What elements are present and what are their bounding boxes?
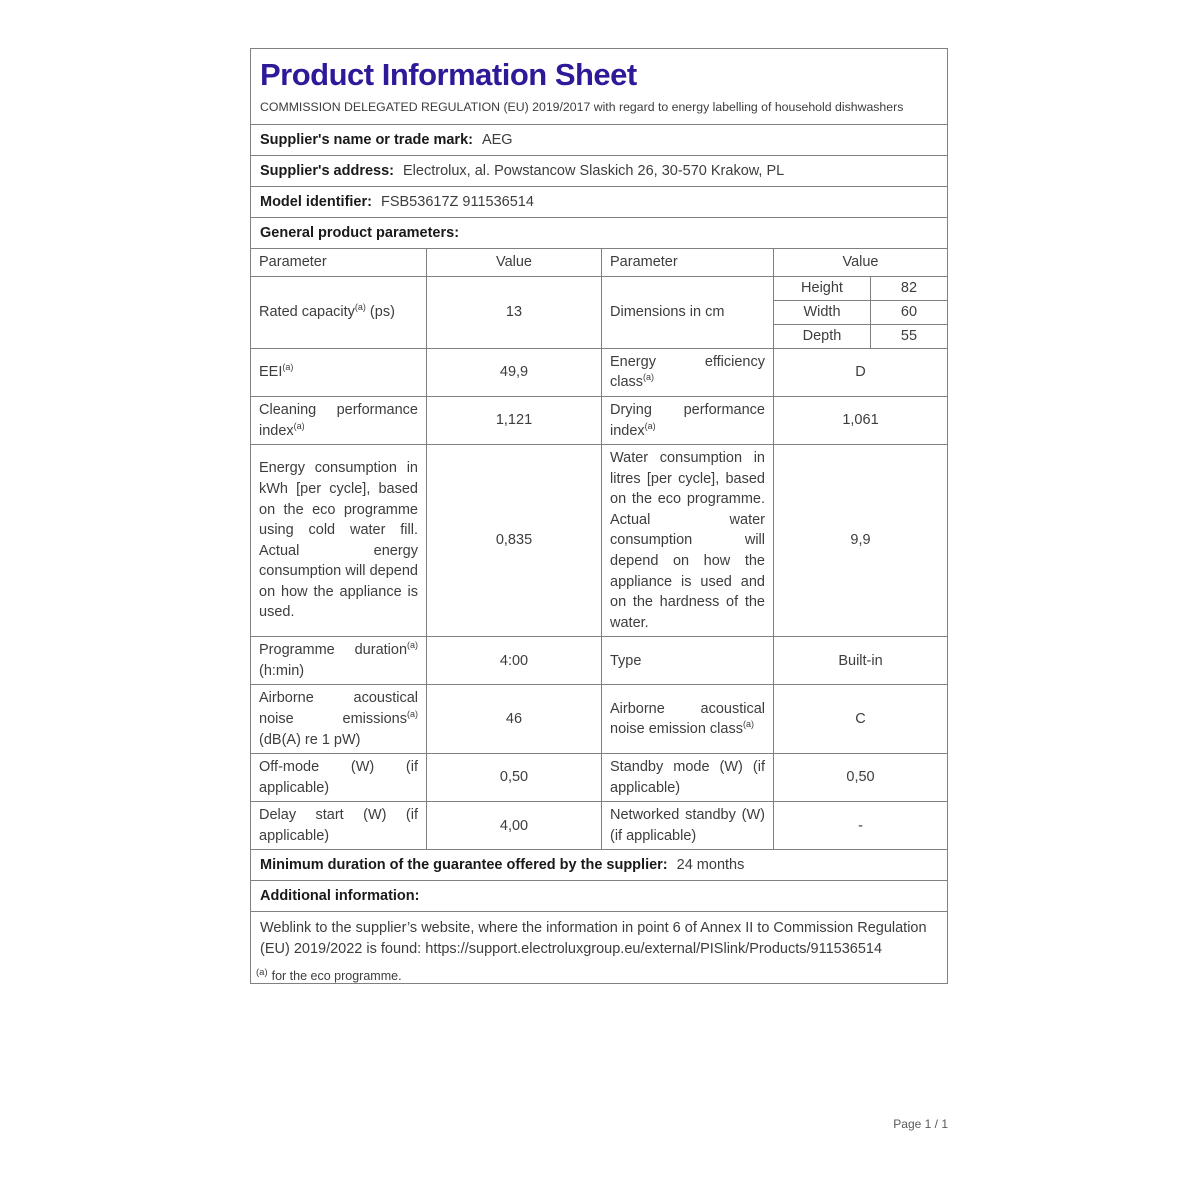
weblink-url[interactable]: https://support.electroluxgroup.eu/external/PISlink/Products/911536514 <box>425 941 883 958</box>
label-base: Airborne acoustical noise emissions <box>259 690 418 728</box>
dimension-label-depth: Depth <box>802 327 842 344</box>
label-text: Energy consumption in kWh [per cycle], based on the eco programme using cold water fill. Actual energy consumption will depend on how the appliance is used. <box>259 460 418 621</box>
value-energy-class: D <box>773 349 947 396</box>
label-suffix: (dB(A) re 1 pW) <box>259 731 361 748</box>
guarantee-label: Minimum duration of the guarantee offered by the supplier: <box>260 857 668 874</box>
value-noise-class: C <box>773 685 947 753</box>
supplier-address-row <box>251 155 947 186</box>
label-base: Rated capacity <box>259 303 355 320</box>
page-indicator: Page 1 / 1 <box>893 1117 948 1131</box>
label-text <box>610 302 765 323</box>
table-row-eei <box>251 348 947 396</box>
label-base: Cleaning performance index <box>259 401 418 439</box>
footnote <box>256 966 402 983</box>
value-eei: 49,9 <box>426 349 601 396</box>
column-header-value-left: Value <box>426 249 601 276</box>
label-text: Standby mode (W) (if applicable) <box>610 759 765 796</box>
supplier-address-value: Electrolux, al. Powstancow Slaskich 26, 30-570 Krakow, PL <box>403 162 785 179</box>
label-base: Programme duration <box>259 642 408 659</box>
dimension-row-height <box>774 277 947 300</box>
param-label-standby-mode <box>601 754 773 801</box>
value-noise-emissions: 46 <box>426 685 601 753</box>
value-off-mode: 0,50 <box>426 754 601 801</box>
dimension-row-width <box>774 300 947 324</box>
table-row-cleaning-index <box>251 396 947 444</box>
column-header-value-right: Value <box>773 249 947 276</box>
value-type: Built-in <box>773 637 947 684</box>
value-energy-consumption: 0,835 <box>426 445 601 636</box>
column-header-parameter-left: Parameter <box>259 254 327 271</box>
footnote-ref: (a) <box>293 420 305 431</box>
footnote-ref: (a) <box>742 719 754 730</box>
product-information-sheet <box>250 48 948 984</box>
value-programme-duration: 4:00 <box>426 637 601 684</box>
param-label-off-mode <box>251 754 426 801</box>
label-text <box>259 688 418 750</box>
footnote-text: for the eco programme. <box>271 969 402 983</box>
value-drying-index: 1,061 <box>773 397 947 444</box>
param-label-noise-class <box>601 685 773 753</box>
label-text <box>259 302 418 323</box>
guarantee-value: 24 months <box>676 857 745 874</box>
column-header-parameter-right: Parameter <box>601 249 773 276</box>
supplier-address-label: Supplier's address: <box>260 162 394 179</box>
param-label-delay-start <box>251 802 426 849</box>
model-identifier-value: FSB53617Z 911536514 <box>380 193 534 210</box>
footnote-ref: (a) <box>407 640 418 651</box>
table-row-noise-emissions <box>251 684 947 753</box>
param-label-noise-emissions <box>251 685 426 753</box>
param-label-rated-capacity <box>251 277 426 348</box>
table-header-row <box>251 248 947 276</box>
label-text: Type <box>610 652 642 669</box>
supplier-name-value: AEG <box>481 131 513 148</box>
param-label-drying-index <box>601 397 773 444</box>
supplier-name-label: Supplier's name or trade mark: <box>260 131 473 148</box>
table-row-rated-capacity <box>251 276 947 348</box>
param-label-eei <box>251 349 426 396</box>
label-base: EEI <box>259 364 283 381</box>
footnote-ref: (a) <box>643 372 655 383</box>
footnote-marker: (a) <box>256 966 268 978</box>
title-block <box>251 49 947 124</box>
label-text: Delay start (W) (if applicable) <box>259 807 418 844</box>
supplier-name-row <box>251 124 947 155</box>
label-text <box>259 400 418 441</box>
value-water-consumption: 9,9 <box>773 445 947 636</box>
dimension-value-height: 82 <box>870 277 947 300</box>
label-base: Airborne acoustical noise emission class <box>610 700 765 738</box>
param-label-networked-standby <box>601 802 773 849</box>
param-label-dimensions <box>601 277 773 348</box>
dimension-row-depth <box>774 324 947 348</box>
table-row-off-mode <box>251 753 947 801</box>
table-row-energy-consumption <box>251 444 947 636</box>
label-base: Drying performance index <box>610 401 765 439</box>
label-text: Off-mode (W) (if applicable) <box>259 759 418 796</box>
param-label-programme-duration <box>251 637 426 684</box>
value-networked-standby: - <box>773 802 947 849</box>
additional-information-row <box>251 880 947 911</box>
table-row-delay-start <box>251 801 947 849</box>
model-identifier-row <box>251 186 947 217</box>
model-identifier-label: Model identifier: <box>260 193 372 210</box>
label-base: Energy efficiency class <box>610 353 765 391</box>
value-cleaning-index: 1,121 <box>426 397 601 444</box>
param-label-cleaning-index <box>251 397 426 444</box>
footnote-ref: (a) <box>354 302 366 313</box>
section-header: General product parameters: <box>260 224 460 241</box>
page-title: Product Information Sheet <box>260 57 637 92</box>
section-header-row <box>251 217 947 248</box>
param-label-water-consumption <box>601 445 773 636</box>
value-standby-mode: 0,50 <box>773 754 947 801</box>
table-row-programme-duration <box>251 636 947 684</box>
label-text <box>610 400 765 441</box>
value-delay-start: 4,00 <box>426 802 601 849</box>
param-label-type <box>601 637 773 684</box>
guarantee-row <box>251 849 947 880</box>
dimension-label-width: Width <box>803 303 841 320</box>
label-suffix: (h:min) <box>259 662 305 679</box>
additional-information-label: Additional information: <box>260 888 420 905</box>
param-label-energy-class <box>601 349 773 396</box>
label-suffix: (ps) <box>365 303 395 320</box>
label-text: Water consumption in litres [per cycle], based on the eco programme. Actual water consumption will depend on how the appliance is used and on the hardness of the water. <box>610 450 765 631</box>
param-label-energy-consumption <box>251 445 426 636</box>
label-text <box>259 362 418 383</box>
dimensions-subtable <box>773 277 947 348</box>
footnote-ref: (a) <box>407 709 418 720</box>
label-text: Networked standby (W) (if applicable) <box>610 807 765 844</box>
footnote-ref: (a) <box>282 362 294 373</box>
dimension-label-height: Height <box>801 279 843 296</box>
regulation-subtitle: COMMISSION DELEGATED REGULATION (EU) 2019/2017 with regard to energy labelling of household dishwashers <box>260 100 904 115</box>
label-text <box>610 699 765 740</box>
weblink-text: Weblink to the supplier’s website, where the information in point 6 of Annex II to Commission Regulation (EU) 2019/2022 is found: <box>260 920 927 958</box>
dimension-value-width: 60 <box>870 301 947 324</box>
label-text <box>259 640 418 681</box>
footnote-ref: (a) <box>644 420 656 431</box>
value-rated-capacity: 13 <box>426 277 601 348</box>
dimension-value-depth: 55 <box>870 325 947 348</box>
label-text <box>610 352 765 393</box>
label-base: Dimensions in cm <box>610 303 725 320</box>
